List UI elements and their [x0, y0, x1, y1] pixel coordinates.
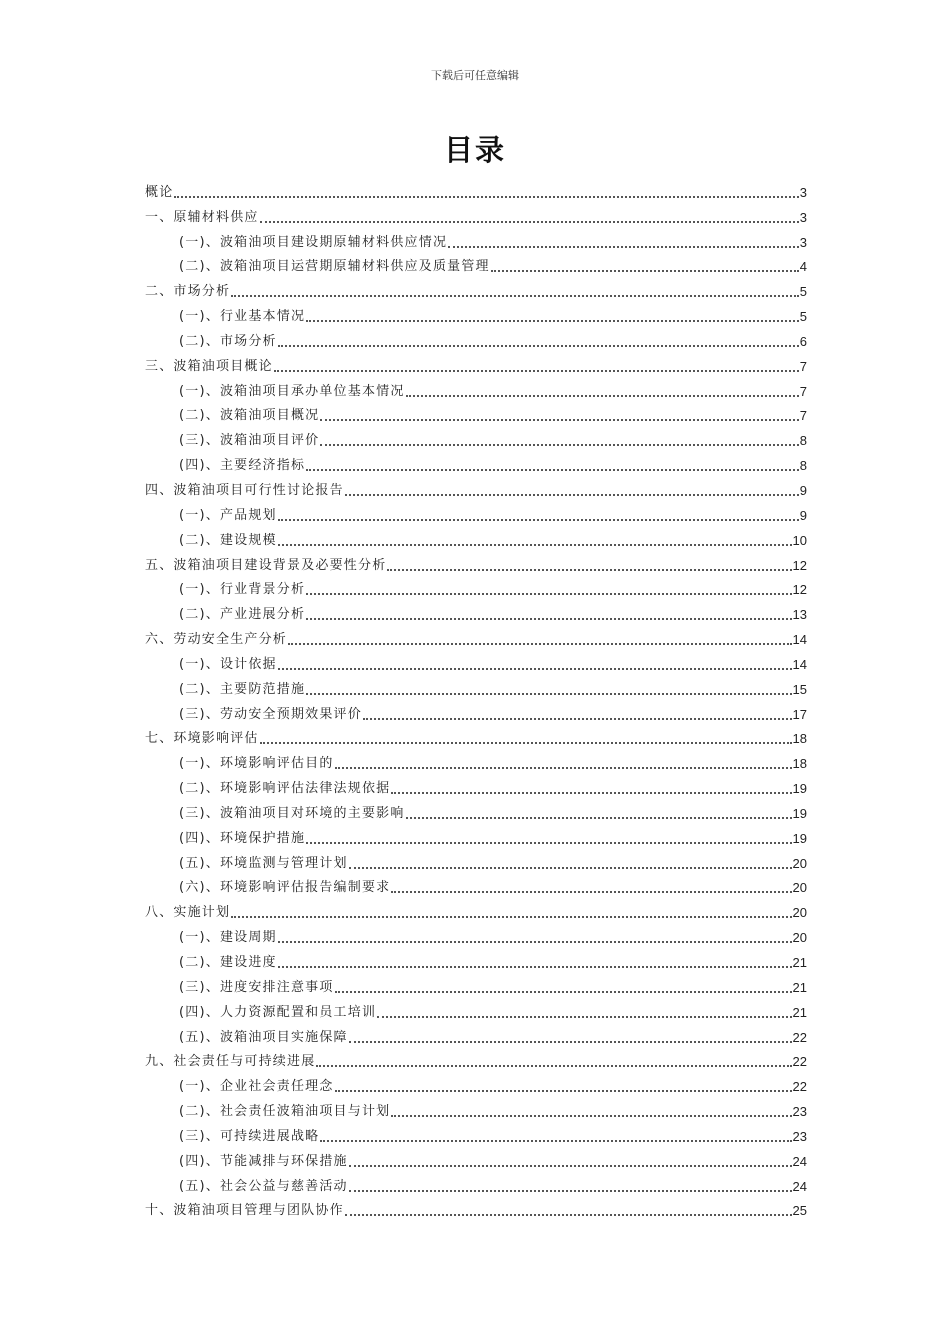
toc-dot-leader — [320, 444, 798, 446]
page-header: 下载后可任意编辑 — [431, 69, 519, 82]
toc-entry-label: (一)、行业背景分析 — [179, 582, 306, 598]
toc-entry[interactable] — [145, 1070, 807, 1095]
toc-entry-page-number: 3 — [799, 209, 807, 225]
toc-entry-label: (四)、环境保护措施 — [179, 830, 306, 846]
toc-entry-label: (二)、建设规模 — [179, 532, 277, 548]
toc-entry-page-number: 5 — [799, 309, 807, 325]
toc-entry-page-number: 9 — [799, 482, 807, 498]
toc-entry[interactable] — [145, 300, 807, 325]
toc-dot-leader — [306, 320, 799, 322]
toc-dot-leader — [278, 544, 792, 546]
toc-entry-label: (三)、波箱油项目评价 — [179, 433, 320, 449]
toc-entry[interactable] — [145, 251, 807, 276]
toc-dot-leader — [306, 593, 791, 595]
toc-entry[interactable] — [145, 424, 807, 449]
toc-dot-leader — [335, 767, 792, 769]
toc-entry-page-number: 17 — [792, 706, 807, 722]
toc-entry[interactable] — [145, 1145, 807, 1170]
toc-entry-page-number: 19 — [792, 781, 807, 797]
toc-entry-page-number: 7 — [799, 408, 807, 424]
toc-entry-label: (二)、建设进度 — [179, 955, 277, 970]
toc-entry[interactable] — [145, 946, 807, 971]
toc-entry-label: (二)、社会责任波箱油项目与计划 — [179, 1104, 391, 1120]
toc-entry-page-number: 22 — [792, 1054, 807, 1070]
toc-dot-leader — [278, 941, 792, 943]
toc-entry-label: (三)、进度安排注意事项 — [179, 979, 334, 995]
toc-dot-leader — [174, 196, 798, 198]
toc-entry-label: (一)、波箱油项目建设期原辅材料供应情况 — [179, 234, 448, 250]
toc-dot-leader — [231, 295, 799, 297]
toc-dot-leader — [278, 345, 799, 347]
toc-dot-leader — [306, 842, 791, 844]
toc-dot-leader — [406, 817, 792, 819]
toc-entry-label: (五)、社会公益与慈善活动 — [179, 1178, 348, 1194]
toc-entry-label: (二)、环境影响评估法律法规依据 — [179, 781, 391, 797]
toc-entry-page-number: 18 — [792, 756, 807, 772]
toc-entry-page-number: 23 — [792, 1128, 807, 1144]
toc-dot-leader — [320, 1140, 791, 1142]
toc-dot-leader — [349, 867, 792, 869]
toc-entry-page-number: 13 — [792, 607, 807, 623]
toc-entry[interactable] — [145, 822, 807, 847]
toc-entry[interactable] — [145, 1095, 807, 1120]
toc-dot-leader — [406, 395, 799, 397]
toc-entry-page-number: 7 — [799, 383, 807, 399]
toc-entry[interactable] — [145, 747, 807, 772]
toc-entry-label: (四)、节能减排与环保措施 — [179, 1153, 348, 1169]
toc-dot-leader — [363, 718, 792, 720]
toc-entry[interactable] — [145, 772, 807, 797]
toc-entry-page-number: 25 — [792, 1203, 807, 1219]
toc-entry[interactable] — [145, 375, 807, 400]
toc-entry-label: (三)、波箱油项目对环境的主要影响 — [179, 805, 405, 821]
toc-entry-page-number: 6 — [799, 333, 807, 349]
toc-entry[interactable] — [145, 896, 807, 921]
table-of-contents — [145, 176, 807, 1219]
toc-entry-page-number: 18 — [792, 731, 807, 747]
toc-entry-label: (一)、建设周期 — [179, 930, 277, 946]
toc-dot-leader — [260, 742, 792, 744]
toc-dot-leader — [349, 1041, 792, 1043]
toc-entry-page-number: 12 — [792, 582, 807, 598]
toc-dot-leader — [335, 1090, 792, 1092]
toc-entry-label: (三)、劳动安全预期效果评价 — [179, 706, 362, 722]
toc-entry-label: (五)、环境监测与管理计划 — [179, 855, 348, 871]
toc-entry[interactable] — [145, 1046, 807, 1071]
toc-dot-leader — [260, 221, 799, 223]
toc-entry-page-number: 8 — [799, 433, 807, 449]
toc-dot-leader — [306, 693, 791, 695]
toc-entry[interactable] — [145, 1170, 807, 1195]
toc-entry-label: (一)、行业基本情况 — [179, 309, 306, 325]
toc-entry-label: (四)、主要经济指标 — [179, 458, 306, 474]
toc-entry-page-number: 21 — [792, 955, 807, 970]
toc-dot-leader — [274, 370, 799, 372]
toc-entry-page-number: 4 — [799, 259, 807, 275]
toc-dot-leader — [288, 643, 792, 645]
toc-entry[interactable] — [145, 400, 807, 425]
toc-entry-label: 五、波箱油项目建设背景及必要性分析 — [145, 557, 387, 573]
toc-entry-page-number: 20 — [792, 855, 807, 871]
toc-entry-page-number: 23 — [792, 1104, 807, 1120]
toc-entry-page-number: 12 — [792, 557, 807, 573]
toc-entry-page-number: 5 — [799, 284, 807, 300]
toc-entry[interactable] — [145, 474, 807, 499]
toc-entry-page-number: 3 — [799, 234, 807, 250]
toc-dot-leader — [316, 1065, 791, 1067]
toc-entry-page-number: 21 — [792, 979, 807, 995]
toc-dot-leader — [306, 469, 799, 471]
toc-dot-leader — [320, 419, 798, 421]
toc-entry[interactable] — [145, 574, 807, 599]
toc-entry[interactable] — [145, 1021, 807, 1046]
toc-entry-page-number: 21 — [792, 1004, 807, 1020]
toc-entry[interactable] — [145, 325, 807, 350]
toc-entry-page-number: 24 — [792, 1178, 807, 1194]
toc-entry-label: 七、环境影响评估 — [145, 731, 259, 747]
toc-entry[interactable] — [145, 996, 807, 1021]
toc-entry-page-number: 19 — [792, 830, 807, 846]
toc-dot-leader — [278, 966, 792, 968]
toc-entry[interactable] — [145, 275, 807, 300]
toc-entry-label: (六)、环境影响评估报告编制要求 — [179, 880, 391, 896]
toc-entry-page-number: 19 — [792, 805, 807, 821]
toc-entry[interactable] — [145, 350, 807, 375]
toc-entry-label: (一)、设计依据 — [179, 656, 277, 672]
toc-dot-leader — [278, 519, 799, 521]
toc-entry[interactable] — [145, 524, 807, 549]
toc-entry-page-number: 22 — [792, 1029, 807, 1045]
toc-entry-label: (二)、主要防范措施 — [179, 681, 306, 697]
toc-entry[interactable] — [145, 598, 807, 623]
toc-entry-label: (二)、产业进展分析 — [179, 607, 306, 623]
toc-entry-label: 一、原辅材料供应 — [145, 209, 259, 225]
toc-entry[interactable] — [145, 176, 807, 201]
toc-entry-label: (二)、市场分析 — [179, 333, 277, 349]
toc-entry-label: 十、波箱油项目管理与团队协作 — [145, 1203, 344, 1219]
toc-entry[interactable] — [145, 226, 807, 251]
toc-entry-label: 六、劳动安全生产分析 — [145, 632, 288, 648]
toc-entry-label: (一)、企业社会责任理念 — [179, 1079, 334, 1095]
toc-entry-page-number: 3 — [799, 184, 807, 200]
toc-dot-leader — [377, 1016, 791, 1018]
toc-entry[interactable] — [145, 723, 807, 748]
toc-entry-label: 二、市场分析 — [145, 284, 231, 300]
toc-entry-label: (二)、波箱油项目运营期原辅材料供应及质量管理 — [179, 259, 490, 275]
toc-entry[interactable] — [145, 1120, 807, 1145]
toc-entry[interactable] — [145, 921, 807, 946]
toc-dot-leader — [387, 569, 791, 571]
toc-entry-page-number: 10 — [792, 532, 807, 548]
toc-dot-leader — [448, 246, 799, 248]
toc-entry[interactable] — [145, 673, 807, 698]
toc-entry-page-number: 14 — [792, 656, 807, 672]
toc-entry-label: (一)、波箱油项目承办单位基本情况 — [179, 383, 405, 399]
toc-dot-leader — [335, 991, 792, 993]
toc-entry-page-number: 20 — [792, 880, 807, 896]
toc-entry[interactable] — [145, 797, 807, 822]
toc-entry-label: 四、波箱油项目可行性讨论报告 — [145, 482, 344, 498]
toc-dot-leader — [491, 270, 799, 272]
toc-dot-leader — [345, 494, 799, 496]
toc-entry-page-number: 24 — [792, 1153, 807, 1169]
toc-entry-page-number: 15 — [792, 681, 807, 697]
page-title: 目录 — [443, 133, 506, 167]
toc-entry-page-number: 20 — [792, 930, 807, 946]
toc-dot-leader — [349, 1165, 792, 1167]
toc-entry-label: (一)、产品规划 — [179, 507, 277, 523]
toc-entry-label: 概论 — [145, 184, 174, 200]
toc-dot-leader — [306, 618, 791, 620]
toc-entry[interactable] — [145, 847, 807, 872]
toc-dot-leader — [391, 1115, 791, 1117]
toc-entry[interactable] — [145, 449, 807, 474]
toc-entry-page-number: 14 — [792, 632, 807, 648]
toc-entry-label: 三、波箱油项目概论 — [145, 358, 273, 374]
toc-entry[interactable] — [145, 499, 807, 524]
toc-entry[interactable] — [145, 698, 807, 723]
toc-dot-leader — [391, 792, 791, 794]
toc-dot-leader — [349, 1190, 792, 1192]
toc-entry-label: 八、实施计划 — [145, 905, 231, 921]
toc-entry-label: (一)、环境影响评估目的 — [179, 756, 334, 772]
toc-entry-page-number: 7 — [799, 358, 807, 374]
toc-entry[interactable] — [145, 201, 807, 226]
toc-entry-page-number: 8 — [799, 458, 807, 474]
toc-dot-leader — [278, 668, 792, 670]
toc-entry-label: (四)、人力资源配置和员工培训 — [179, 1004, 377, 1020]
toc-dot-leader — [345, 1214, 792, 1216]
toc-entry-page-number: 20 — [792, 905, 807, 921]
toc-entry-page-number: 22 — [792, 1079, 807, 1095]
toc-entry-page-number: 9 — [799, 507, 807, 523]
toc-entry[interactable] — [145, 971, 807, 996]
toc-entry-label: 九、社会责任与可持续进展 — [145, 1054, 316, 1070]
toc-entry[interactable] — [145, 872, 807, 897]
toc-entry[interactable] — [145, 623, 807, 648]
toc-entry[interactable] — [145, 648, 807, 673]
toc-entry[interactable] — [145, 1195, 807, 1220]
toc-dot-leader — [391, 891, 791, 893]
toc-entry-label: (五)、波箱油项目实施保障 — [179, 1029, 348, 1045]
toc-entry[interactable] — [145, 549, 807, 574]
toc-entry-label: (二)、波箱油项目概况 — [179, 408, 320, 424]
toc-dot-leader — [231, 916, 791, 918]
toc-entry-label: (三)、可持续进展战略 — [179, 1128, 320, 1144]
